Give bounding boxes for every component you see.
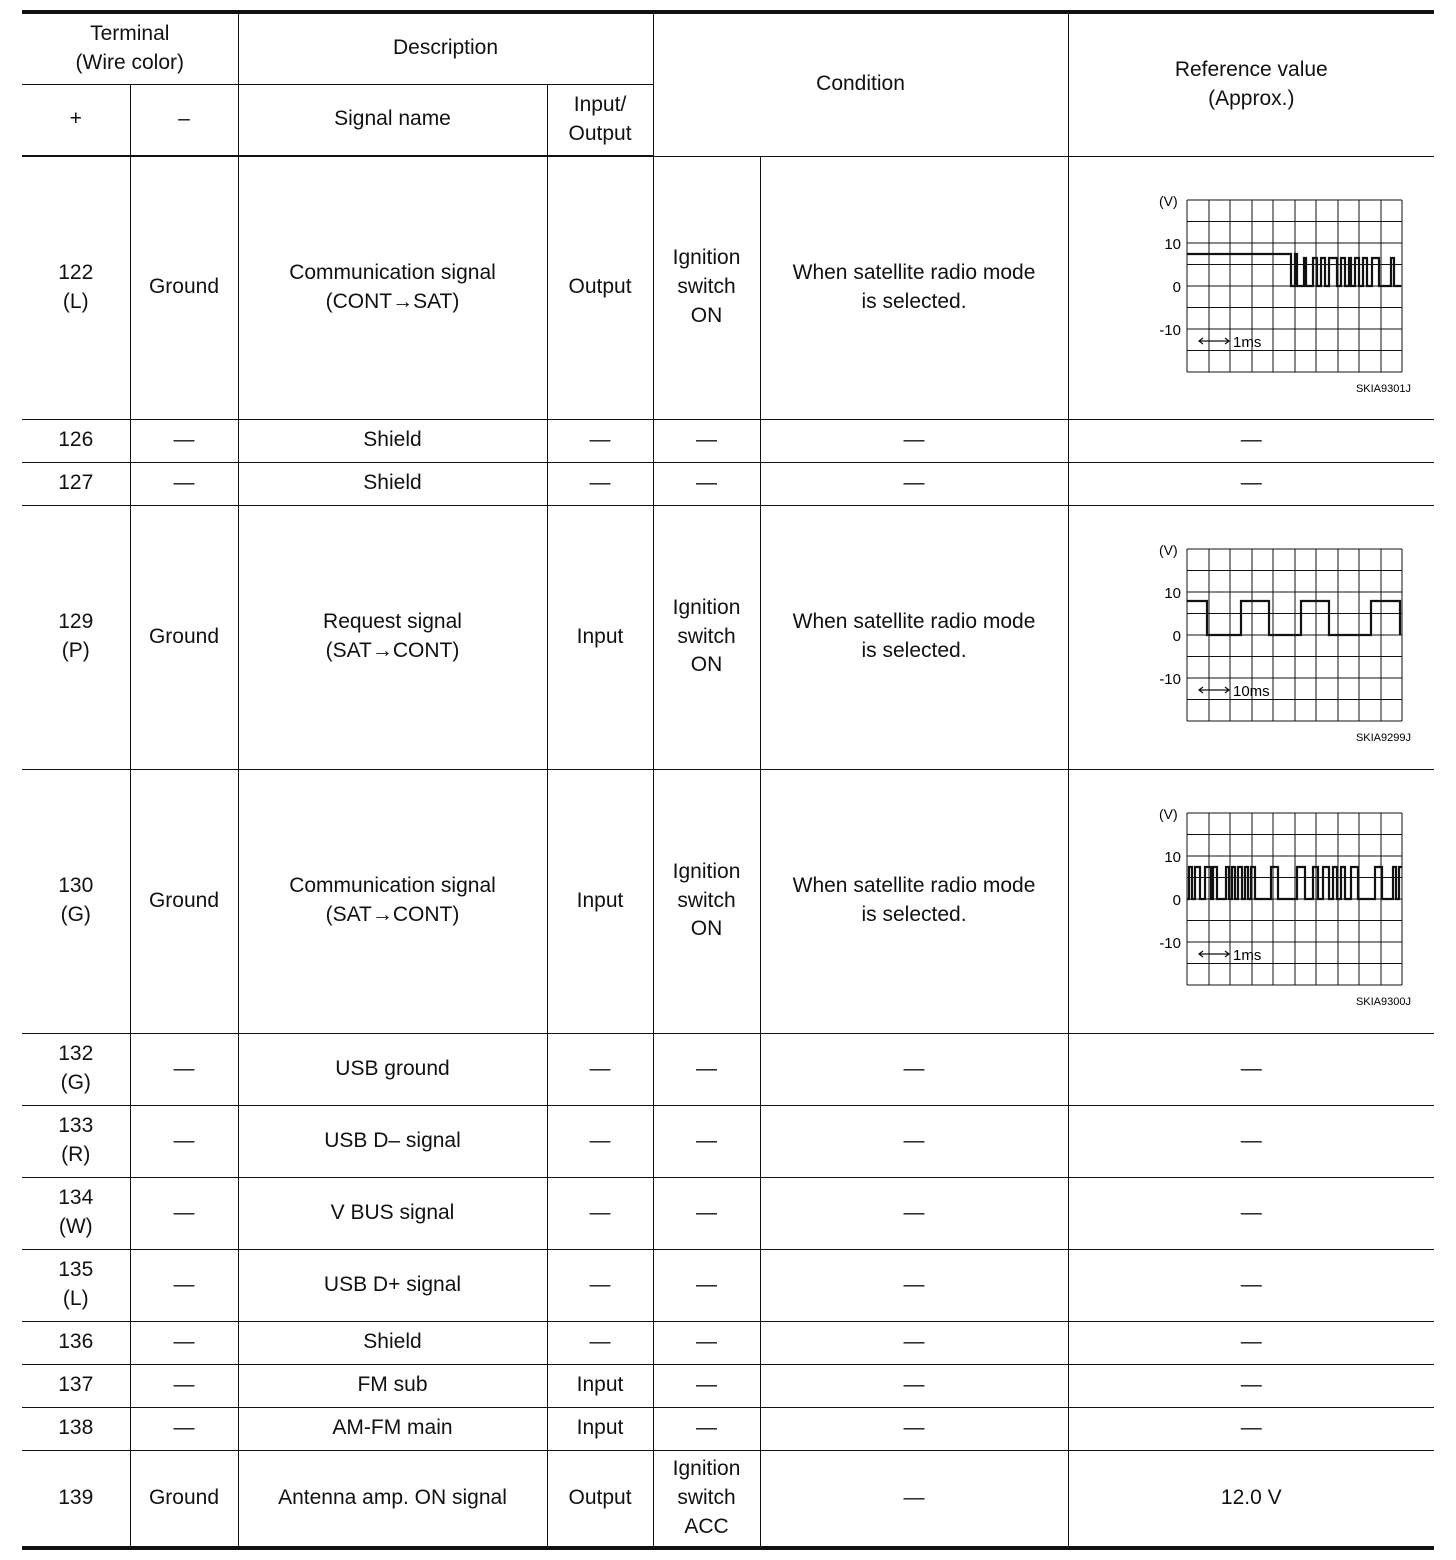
io-cell: Output <box>547 156 653 419</box>
time-scale-label: 1ms <box>1233 947 1262 964</box>
condition-detail-cell: — <box>760 1105 1068 1177</box>
ground-cell: — <box>130 1364 238 1407</box>
condition-cell: — <box>653 1033 760 1105</box>
io-cell: Input <box>547 1364 653 1407</box>
ground-cell: Ground <box>130 769 238 1033</box>
signal-name-cell: USB ground <box>238 1033 547 1105</box>
terminal-cell: 129 (P) <box>22 505 130 769</box>
condition-detail-cell: When satellite radio mode is selected. <box>760 156 1068 419</box>
figure-id: SKIA9300J <box>1356 996 1412 1008</box>
header-plus: + <box>22 84 130 156</box>
reference-value-cell: — <box>1068 1177 1434 1249</box>
waveform-axis-tick-10: 10 <box>1164 849 1182 866</box>
condition-detail-cell: — <box>760 1249 1068 1321</box>
waveform-chart-3 <box>1101 791 1412 1011</box>
signal-name-cell: Communication signal (CONT→SAT) <box>238 156 547 419</box>
figure-id: SKIA9301J <box>1356 382 1412 395</box>
reference-value-cell: — <box>1068 1249 1434 1321</box>
table-row <box>22 462 1434 505</box>
reference-value-cell: — <box>1068 1364 1434 1407</box>
condition-cell: — <box>653 419 760 462</box>
condition-cell: — <box>653 1249 760 1321</box>
time-scale-label: 10ms <box>1233 683 1270 700</box>
condition-detail-cell: — <box>760 1177 1068 1249</box>
io-cell: Input <box>547 505 653 769</box>
signal-name-cell: Request signal (SAT→CONT) <box>238 505 547 769</box>
reference-value-cell: — <box>1068 1321 1434 1364</box>
io-cell: — <box>547 462 653 505</box>
waveform-unit-label: (V) <box>1159 806 1178 822</box>
condition-cell: — <box>653 1105 760 1177</box>
reference-waveform-cell <box>1068 769 1434 1033</box>
signal-name-cell: Shield <box>238 462 547 505</box>
condition-cell: — <box>653 462 760 505</box>
reference-value-cell: — <box>1068 462 1434 505</box>
signal-name-cell: Shield <box>238 1321 547 1364</box>
ground-cell: — <box>130 1249 238 1321</box>
terminal-cell: 126 <box>22 419 130 462</box>
header-terminal: Terminal (Wire color) <box>22 12 238 84</box>
io-cell: Input <box>547 769 653 1033</box>
table-row <box>22 1450 1434 1548</box>
table-row <box>22 419 1434 462</box>
reference-value-cell: 12.0 V <box>1068 1450 1434 1548</box>
condition-detail-cell: — <box>760 1033 1068 1105</box>
ground-cell: Ground <box>130 156 238 419</box>
header-description: Description <box>238 12 653 84</box>
signal-name-cell: FM sub <box>238 1364 547 1407</box>
table-row <box>22 1033 1434 1105</box>
signal-name-cell: USB D– signal <box>238 1105 547 1177</box>
reference-value-cell: — <box>1068 1105 1434 1177</box>
header-input-output: Input/ Output <box>547 84 653 156</box>
waveform-axis-tick-neg10: -10 <box>1159 321 1182 339</box>
condition-cell: — <box>653 1364 760 1407</box>
waveform-unit-label: (V) <box>1159 192 1178 209</box>
signal-name-cell: Communication signal (SAT→CONT) <box>238 769 547 1033</box>
ground-cell: Ground <box>130 1450 238 1548</box>
ground-cell: Ground <box>130 505 238 769</box>
terminal-cell: 136 <box>22 1321 130 1364</box>
reference-waveform-cell <box>1068 156 1434 419</box>
signal-name-cell: AM-FM main <box>238 1407 547 1450</box>
terminal-cell: 130 (G) <box>22 769 130 1033</box>
waveform-axis-tick-10: 10 <box>1164 235 1182 253</box>
header-condition: Condition <box>653 12 1068 156</box>
io-cell: Input <box>547 1407 653 1450</box>
io-cell: — <box>547 1033 653 1105</box>
table-row <box>22 769 1434 1033</box>
waveform-trace <box>1187 254 1401 286</box>
condition-detail-cell: — <box>760 1364 1068 1407</box>
reference-value-cell: — <box>1068 419 1434 462</box>
io-cell: — <box>547 1105 653 1177</box>
waveform-axis-tick-neg10: -10 <box>1159 935 1182 952</box>
ground-cell: — <box>130 419 238 462</box>
reference-value-cell: — <box>1068 1033 1434 1105</box>
ground-cell: — <box>130 462 238 505</box>
condition-cell: — <box>653 1321 760 1364</box>
condition-detail-cell: When satellite radio mode is selected. <box>760 505 1068 769</box>
ground-cell: — <box>130 1033 238 1105</box>
table-row <box>22 1321 1434 1364</box>
signal-name-cell: Shield <box>238 419 547 462</box>
terminal-cell: 139 <box>22 1450 130 1548</box>
condition-cell: Ignition switch ACC <box>653 1450 760 1548</box>
waveform-axis-tick-10: 10 <box>1164 585 1182 602</box>
table-row <box>22 156 1434 419</box>
table-row <box>22 1177 1434 1249</box>
reference-value-cell: — <box>1068 1407 1434 1450</box>
ground-cell: — <box>130 1321 238 1364</box>
condition-cell: — <box>653 1407 760 1450</box>
header-reference-value: Reference value (Approx.) <box>1068 12 1434 156</box>
io-cell: — <box>547 1177 653 1249</box>
condition-cell: Ignition switch ON <box>653 505 760 769</box>
waveform-trace <box>1187 601 1400 635</box>
ground-cell: — <box>130 1105 238 1177</box>
io-cell: Output <box>547 1450 653 1548</box>
table-row <box>22 1105 1434 1177</box>
condition-cell: — <box>653 1177 760 1249</box>
terminal-cell: 132 (G) <box>22 1033 130 1105</box>
condition-detail-cell: — <box>760 419 1068 462</box>
waveform-chart-2 <box>1101 527 1412 747</box>
terminal-cell: 134 (W) <box>22 1177 130 1249</box>
io-cell: — <box>547 419 653 462</box>
condition-cell: Ignition switch ON <box>653 156 760 419</box>
table-row <box>22 1364 1434 1407</box>
header-minus: – <box>130 84 238 156</box>
terminal-cell: 138 <box>22 1407 130 1450</box>
terminal-spec-table <box>22 10 1434 1550</box>
condition-detail-cell: — <box>760 1407 1068 1450</box>
io-cell: — <box>547 1321 653 1364</box>
signal-name-cell: V BUS signal <box>238 1177 547 1249</box>
time-scale-label: 1ms <box>1233 333 1262 351</box>
table-row <box>22 505 1434 769</box>
figure-id: SKIA9299J <box>1356 732 1412 744</box>
condition-detail-cell: When satellite radio mode is selected. <box>760 769 1068 1033</box>
condition-detail-cell: — <box>760 1450 1068 1548</box>
terminal-cell: 133 (R) <box>22 1105 130 1177</box>
table-row <box>22 1407 1434 1450</box>
condition-detail-cell: — <box>760 1321 1068 1364</box>
ground-cell: — <box>130 1177 238 1249</box>
reference-waveform-cell <box>1068 505 1434 769</box>
waveform-unit-label: (V) <box>1159 542 1178 558</box>
terminal-cell: 127 <box>22 462 130 505</box>
condition-detail-cell: — <box>760 462 1068 505</box>
terminal-cell: 137 <box>22 1364 130 1407</box>
io-cell: — <box>547 1249 653 1321</box>
table-row <box>22 1249 1434 1321</box>
waveform-axis-tick-0: 0 <box>1172 892 1182 909</box>
condition-cell: Ignition switch ON <box>653 769 760 1033</box>
terminal-cell: 122 (L) <box>22 156 130 419</box>
header-signal-name: Signal name <box>238 84 547 156</box>
terminal-cell: 135 (L) <box>22 1249 130 1321</box>
waveform-axis-tick-0: 0 <box>1172 278 1182 296</box>
waveform-axis-tick-neg10: -10 <box>1159 671 1182 688</box>
signal-name-cell: USB D+ signal <box>238 1249 547 1321</box>
signal-name-cell: Antenna amp. ON signal <box>238 1450 547 1548</box>
ground-cell: — <box>130 1407 238 1450</box>
waveform-axis-tick-0: 0 <box>1172 628 1182 645</box>
waveform-chart-1 <box>1101 178 1412 398</box>
